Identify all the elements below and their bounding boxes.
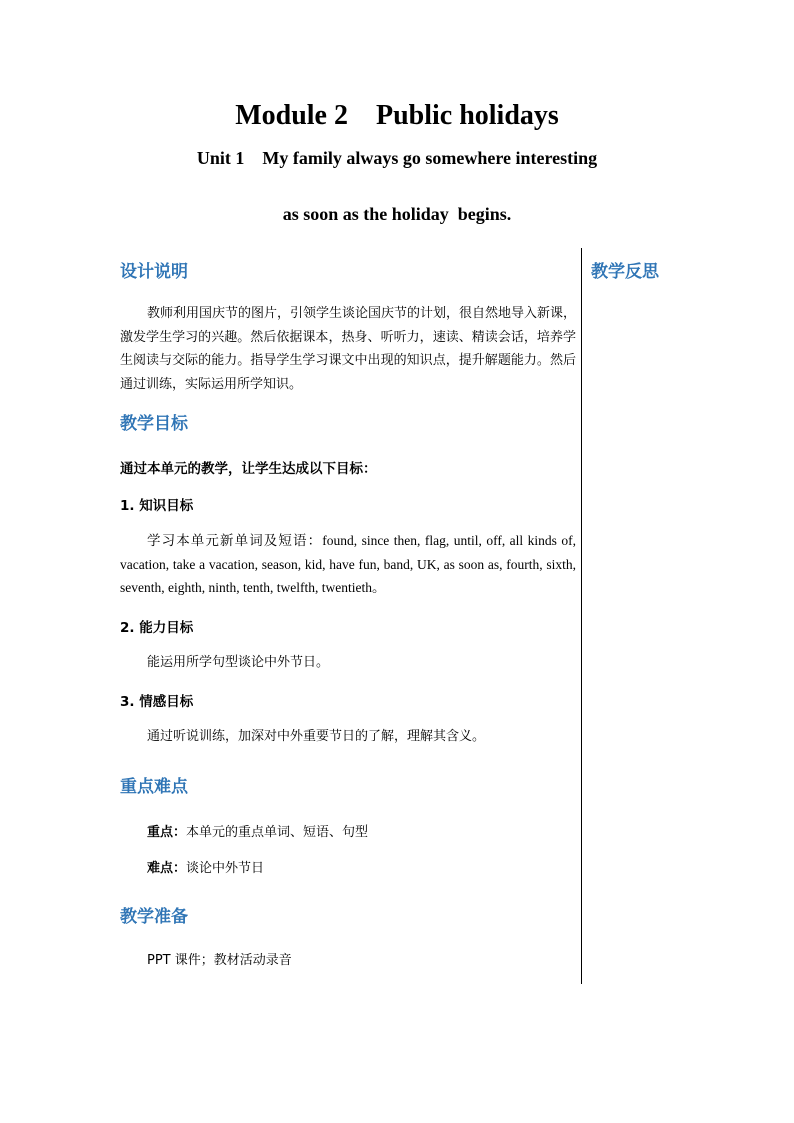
unit-title-line2: as soon as the holiday begins. (282, 204, 512, 224)
module-title: Module 2 Public holidays (235, 100, 559, 131)
unit-title-line1: Unit 1 My family always go somewhere interesting (196, 148, 598, 168)
difficult-point-text: 谈论中外节日 (186, 861, 265, 876)
key-points-heading: 重点难点 (120, 777, 188, 797)
difficult-point-line (147, 857, 264, 876)
ability-goal-title: 2. 能力目标 (120, 620, 194, 636)
design-text: 教师利用国庆节的图片，引领学生谈论国庆节的计划，很自然地导入新课，激发学生学习的兴趣。然后依据课本，热身、听听力，速读、精读会话，培养学生阅读与交际的能力。指导学生学习课文中出现的知识点，提升解题能力。然后通过训练，实际运用所学知识。 (120, 306, 577, 392)
preparation-text: PPT 课件；教材活动录音 (147, 953, 292, 968)
knowledge-goal-text: 学习本单元新单词及短语：found, since then, flag, until, off, all kinds of, vacation, take a vacation, season, kid, have fun, band, UK, as soon as, fourth, sixth, seventh, eighth, ninth, tenth, twelfth, twentieth。 (120, 533, 576, 595)
column-divider (581, 248, 582, 984)
emotion-goal-text: 通过听说训练，加深对中外重要节日的了解，理解其含义。 (147, 729, 486, 744)
difficult-point-label: 难点： (147, 861, 187, 876)
key-point-text: 本单元的重点单词、短语、句型 (186, 825, 369, 840)
goals-intro: 通过本单元的教学，让学生达成以下目标： (120, 461, 377, 477)
preparation-heading: 教学准备 (120, 907, 188, 927)
key-point-label: 重点： (147, 825, 187, 840)
key-point-line (147, 821, 368, 840)
reflection-heading: 教学反思 (591, 262, 659, 282)
design-heading: 设计说明 (120, 262, 188, 282)
ability-goal-text: 能运用所学句型谈论中外节日。 (147, 655, 330, 670)
emotion-goal-title: 3. 情感目标 (120, 694, 194, 710)
goals-heading: 教学目标 (120, 414, 188, 434)
knowledge-goal-title: 1. 知识目标 (120, 498, 194, 514)
